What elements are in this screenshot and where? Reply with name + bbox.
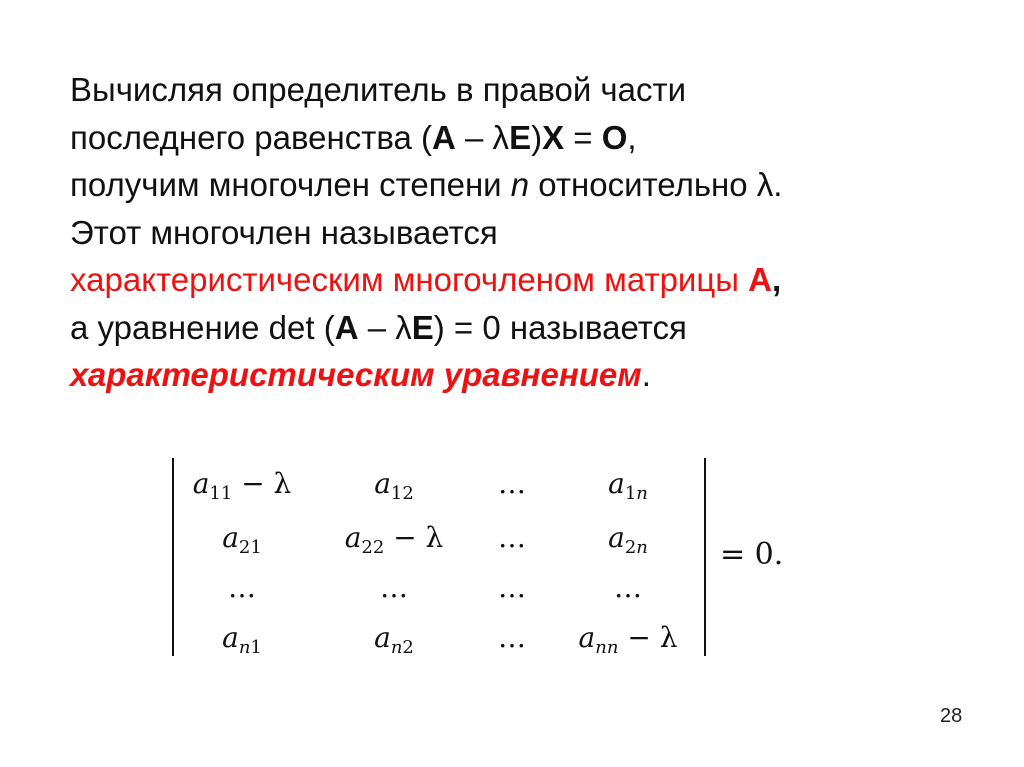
matrix-entry-an2: $a_{n2}$	[374, 621, 414, 658]
line6-text-c: ) = 0 называется	[433, 308, 687, 346]
matrix-ellipsis: …	[380, 571, 408, 604]
matrix-entry-an1: $a_{n1}$	[222, 621, 262, 658]
line2-text-a: последнего равенства (	[70, 118, 433, 156]
text-line-3	[70, 161, 970, 209]
line6-text-a: а уравнение det (	[70, 308, 335, 346]
matrix-entry-a11: $a_{11} - \lambda$	[192, 467, 292, 504]
matrix-a-symbol: A	[334, 308, 359, 346]
line3-text-a: получим многочлен степени	[70, 166, 511, 203]
matrix-entry-a21: $a_{21}$	[222, 521, 262, 558]
page-number: 28	[940, 705, 963, 727]
text-line-1	[70, 66, 970, 114]
line5-comma: ,	[772, 261, 782, 298]
determinant-equation	[168, 458, 784, 658]
matrix-entry-ann: $a_{nn} - \lambda$	[578, 621, 678, 658]
equals-zero: = 0.	[720, 537, 784, 572]
line7-period: .	[641, 356, 651, 393]
matrix-ellipsis: …	[498, 521, 526, 554]
degree-n-symbol: n	[510, 166, 530, 203]
line1-text: Вычисляя определитель в правой части	[70, 71, 687, 108]
line4-text: Этот многочлен называется	[70, 213, 498, 251]
matrix-entry-a22: $a_{22} - \lambda$	[344, 521, 444, 558]
matrix-a-symbol: A	[432, 118, 456, 156]
characteristic-equation-term: характеристическим уравнением	[70, 356, 642, 393]
line2-text-e: ,	[627, 118, 637, 156]
line2-text-c: )	[531, 118, 543, 156]
matrix-ellipsis: …	[498, 571, 526, 604]
text-line-6	[70, 304, 970, 352]
matrix-entry-a12: $a_{12}$	[374, 467, 414, 504]
line3-text-b: относительно λ.	[529, 166, 783, 203]
text-line-4	[70, 209, 970, 257]
matrix-entry-a2n: $a_{2n}$	[608, 521, 648, 558]
determinant-right-bar	[704, 458, 706, 656]
matrix-e-symbol: E	[509, 118, 532, 156]
matrix-entry-a1n: $a_{1n}$	[608, 467, 648, 504]
matrix-ellipsis: …	[614, 571, 642, 604]
characteristic-polynomial-term: характеристическим многочленом матрицы	[70, 261, 749, 298]
line2-text-b: – λ	[455, 118, 510, 156]
matrix-a-symbol: A	[748, 261, 772, 298]
text-line-2	[70, 114, 970, 162]
text-line-5	[70, 256, 970, 304]
matrix-e-symbol: E	[411, 308, 434, 346]
matrix-ellipsis: …	[498, 621, 526, 654]
text-line-7	[70, 351, 970, 399]
line6-text-b: – λ	[358, 308, 412, 346]
line2-text-d: =	[564, 118, 602, 156]
slide-body-text	[70, 66, 970, 399]
determinant-left-bar	[172, 458, 174, 656]
matrix-ellipsis: …	[228, 571, 256, 604]
vector-x-symbol: X	[542, 118, 565, 156]
zero-vector-symbol: O	[601, 118, 628, 156]
matrix-ellipsis: …	[498, 467, 526, 500]
